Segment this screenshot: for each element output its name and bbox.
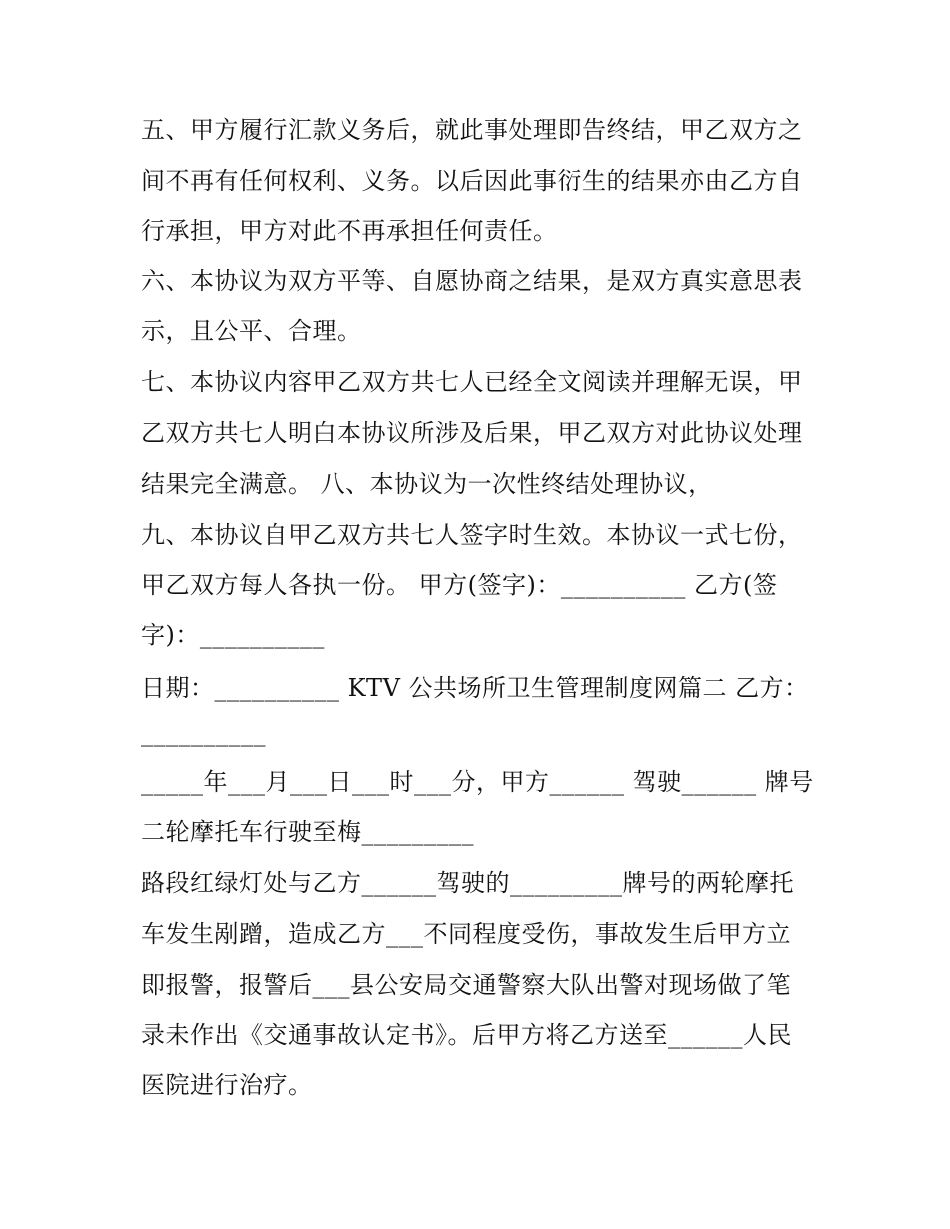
- text-line: 结果完全满意。 八、本协议为一次性终结处理协议，: [141, 470, 713, 498]
- text-line: 行承担，甲方对此不再承担任何责任。: [141, 217, 558, 245]
- text-line: 二轮摩托车行驶至梅_________: [141, 818, 474, 846]
- text-line: 路段红绿灯处与乙方______驾驶的_________牌号的两轮摩托: [141, 869, 794, 897]
- text-line: 间不再有任何权利、义务。以后因此事衍生的结果亦由乙方自: [141, 167, 803, 195]
- text-line: 六、本协议为双方平等、自愿协商之结果，是双方真实意思表: [141, 267, 803, 295]
- text-line: _____年___月___日___时___分，甲方______ 驾驶______ 牌号: [141, 768, 814, 796]
- text-line: 录未作出《交通事故认定书》。后甲方将乙方送至______人民: [141, 1021, 792, 1049]
- text-line: 七、本协议内容甲乙双方共七人已经全文阅读并理解无误，甲: [141, 368, 803, 396]
- text-line: __________: [141, 719, 266, 747]
- text-line: 九、本协议自甲乙双方共七人签字时生效。本协议一式七份，: [141, 521, 803, 549]
- text-line: 五、甲方履行汇款义务后，就此事处理即告终结，甲乙双方之: [141, 116, 803, 144]
- text-line: 示，且公平、合理。: [141, 317, 362, 345]
- text-line: 甲乙双方每人各执一份。 甲方(签字)：__________ 乙方(签: [141, 571, 778, 599]
- text-line: 字)：__________: [141, 621, 325, 649]
- text-line: 医院进行治疗。: [141, 1071, 313, 1099]
- text-line: 即报警，报警后___县公安局交通警察大队出警对现场做了笔: [141, 971, 791, 999]
- text-line: 车发生剐蹭，造成乙方___不同程度受伤，事故发生后甲方立: [141, 920, 791, 948]
- text-line: 乙双方共七人明白本协议所涉及后果，甲乙双方对此协议处理: [141, 419, 803, 447]
- text-line: 日期：__________ KTV 公共场所卫生管理制度网篇二 乙方：: [141, 674, 809, 702]
